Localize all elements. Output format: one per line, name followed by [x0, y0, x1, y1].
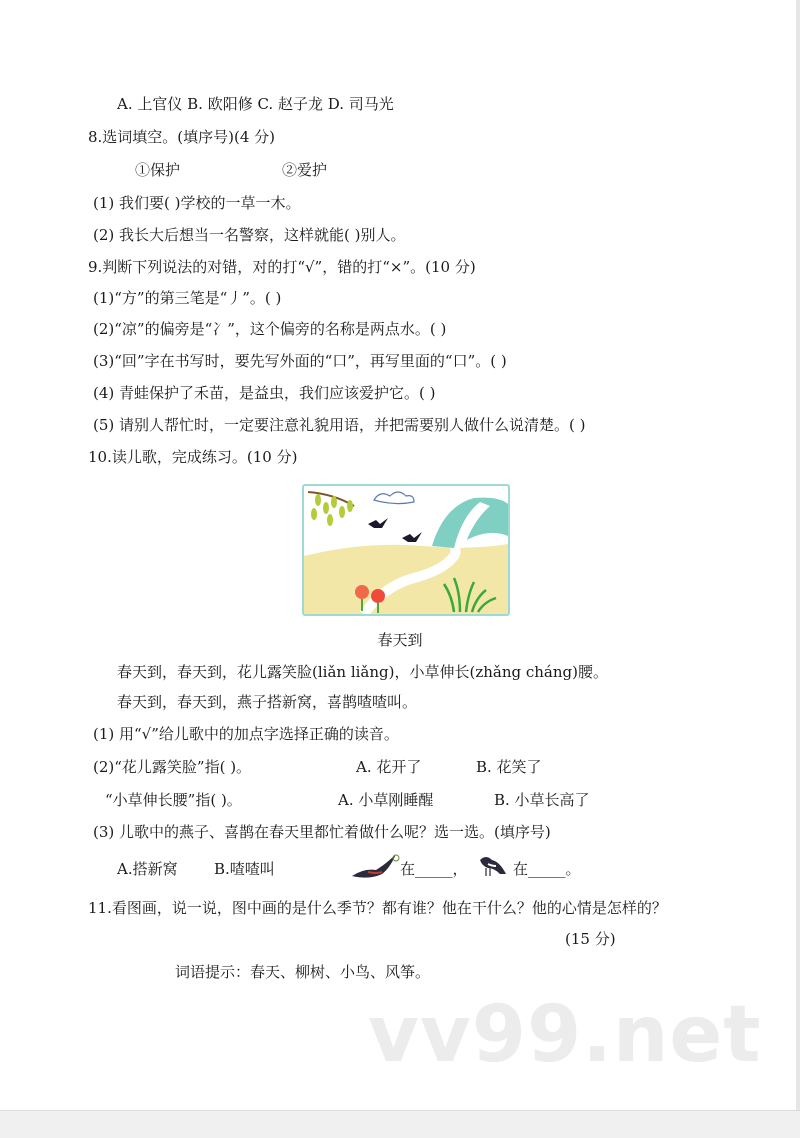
q10-item-2b-option-a: A. 小草刚睡醒 [338, 791, 434, 809]
magpie-icon [476, 852, 512, 882]
swallow-icon [350, 850, 402, 882]
q8-option-2: ②爱护 [282, 161, 328, 179]
poem-title: 春天到 [377, 631, 423, 649]
q9-title: 9.判断下列说法的对错，对的打“√”，错的打“×”。(10 分) [88, 258, 476, 276]
q10-item-1: (1) 用“√”给儿歌中的加点字选择正确的读音。 [93, 725, 399, 743]
q7-options: A. 上官仪 B. 欧阳修 C. 赵子龙 D. 司马光 [117, 95, 394, 113]
q10-item-2b: “小草伸长腰”指( )。 [105, 791, 242, 809]
q10-item-3-option-a: A.搭新窝 [117, 860, 178, 878]
q9-item-2: (2)“凉”的偏旁是“冫”，这个偏旁的名称是两点水。( ) [93, 320, 447, 338]
q10-item-3-fill-1: 在_____， [400, 860, 468, 878]
spring-scene-image [304, 486, 508, 614]
poem-line-2: 春天到，春天到，燕子搭新窝，喜鹊喳喳叫。 [117, 693, 418, 711]
q9-item-3: (3)“回”字在书写时，要先写外面的“口”，再写里面的“口”。( ) [93, 352, 507, 370]
q10-item-3: (3) 儿歌中的燕子、喜鹊在春天里都忙着做什么呢？选一选。(填序号) [93, 823, 551, 841]
q8-title: 8.选词填空。(填序号)(4 分) [88, 128, 276, 146]
q10-item-3-fill-2: 在_____。 [513, 860, 581, 878]
q11-hint: 词语提示：春天、柳树、小鸟、风筝。 [175, 963, 431, 981]
q8-item-2: (2) 我长大后想当一名警察，这样就能( )别人。 [93, 226, 406, 244]
q11-score: (15 分) [565, 930, 616, 948]
q9-item-1: (1)“方”的第三笔是“丿”。( ) [93, 289, 282, 307]
page-edge-shadow [796, 0, 800, 1110]
q8-item-1: (1) 我们要( )学校的一草一木。 [93, 194, 301, 212]
q9-item-4: (4) 青蛙保护了禾苗，是益虫，我们应该爱护它。( ) [93, 384, 436, 402]
q9-item-5: (5) 请别人帮忙时，一定要注意礼貌用语，并把需要别人做什么说清楚。( ) [93, 416, 586, 434]
watermark: vv99.net [368, 990, 762, 1080]
q10-item-2a: (2)“花儿露笑脸”指( )。 [93, 758, 252, 776]
poem-line-1: 春天到，春天到，花儿露笑脸(liǎn liǎng)，小草伸长(zhǎng cháng)腰。 [117, 663, 608, 681]
q10-title: 10.读儿歌，完成练习。(10 分) [88, 448, 298, 466]
q11-title: 11.看图画，说一说，图中画的是什么季节？都有谁？他在干什么？他的心情是怎样的？ [88, 899, 667, 917]
q10-item-2b-option-b: B. 小草长高了 [494, 791, 590, 809]
q10-item-3-option-b: B.喳喳叫 [214, 860, 275, 878]
q10-item-2a-option-a: A. 花开了 [356, 758, 422, 776]
q8-option-1: ①保护 [135, 161, 181, 179]
q10-item-2a-option-b: B. 花笑了 [476, 758, 542, 776]
spring-illustration [302, 484, 510, 616]
page-bottom-bar [0, 1110, 800, 1138]
